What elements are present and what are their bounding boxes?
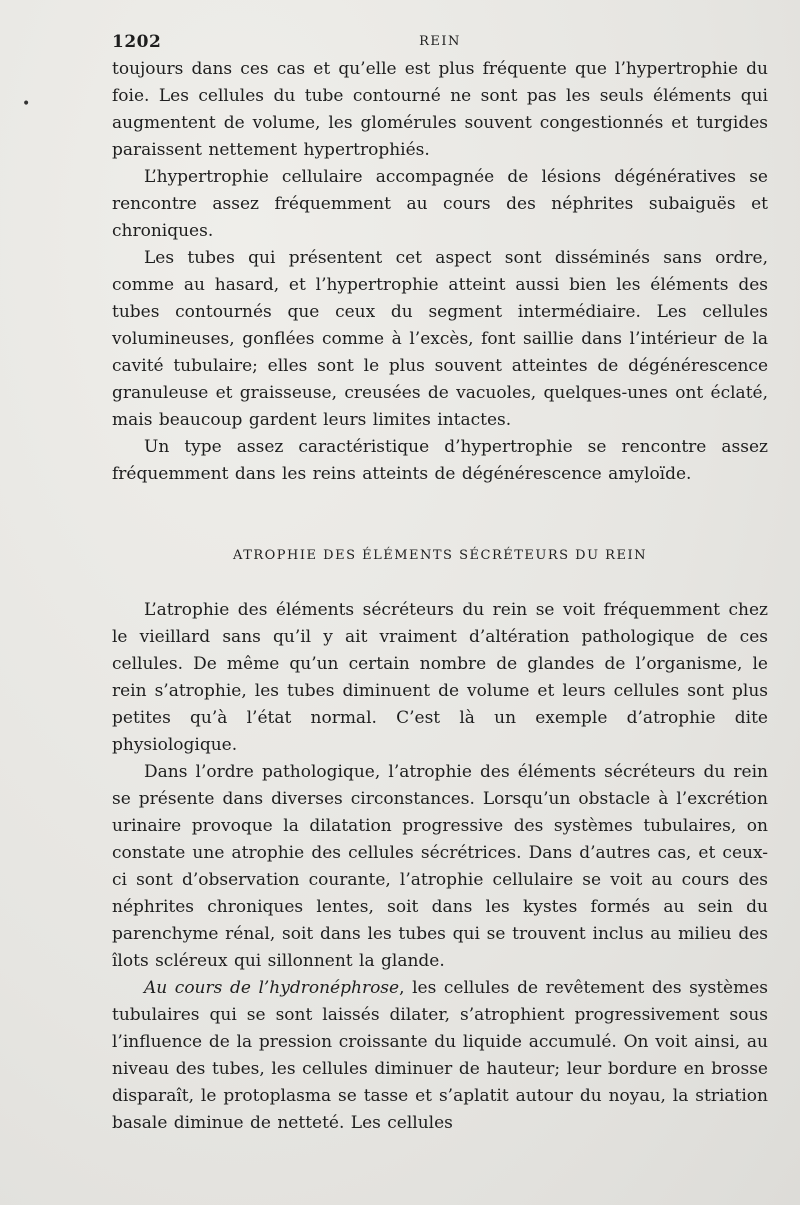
running-title: REIN [419, 34, 461, 49]
paragraph: Les tubes qui présentent cet aspect sont disséminés sans ordre, comme au hasard, et l’hypertrophie atteint aussi bien les éléments des tubes contournés que ceux du segment intermédiaire. Les cellules volumineuses, gonflées comme à l’excès, font saillie dans l’intérieur de la cavité tubulaire; elles sont le plus souvent atteintes de dégénérescence granuleuse et graisseuse, creusées de vacuoles, quelques-unes ont éclaté, mais beaucoup gardent leurs limites intactes. [112, 248, 768, 430]
paragraph: toujours dans ces cas et qu’elle est plus fréquente que l’hypertrophie du foie. Les cellules du tube contourné ne sont pas les seuls éléments qui augmentent de volume, les glomérules souvent congestionnés et turgides paraissent nettement hypertrophiés. [112, 59, 768, 160]
section-heading: ATROPHIE DES ÉLÉMENTS SÉCRÉTEURS DU REIN [233, 548, 647, 563]
paragraph: Un type assez caractéristique d’hypertrophie se rencontre assez fréquemment dans les reins atteints de dégénérescence amyloïde. [112, 437, 768, 484]
margin-mark: • [22, 96, 31, 112]
paragraph: L’hypertrophie cellulaire accompagnée de lésions dégénératives se rencontre assez fréquemment au cours des néphrites subaiguës et chroniques. [112, 167, 768, 241]
paragraph-rest: , les cellules de revêtement des systèmes tubulaires qui se sont laissés dilater, s’atrophient progressivement sous l’influence de la pression croissante du liquide accumulé. On voit ainsi, au niveau des tubes, les cellules diminuer de hauteur; leur bordure en brosse disparaît, le protoplasma se tasse et s’aplatit autour du noyau, la striation basale diminue de netteté. Les cellules [112, 978, 768, 1133]
text-block-bottom [112, 597, 768, 1137]
paragraph: Dans l’ordre pathologique, l’atrophie des éléments sécréteurs du rein se présente dans diverses circonstances. Lorsqu’un obstacle à l’excrétion urinaire provoque la dilatation progressive des systèmes tubulaires, on constate une atrophie des cellules sécrétrices. Dans d’autres cas, et ceux-ci sont d’observation courante, l’atrophie cellulaire se voit au cours des néphrites chroniques lentes, soit dans les kystes formés au sein du parenchyme rénal, soit dans les tubes qui se trouvent inclus au milieu des îlots scléreux qui sillonnent la glande. [112, 762, 768, 971]
paragraph-last [112, 975, 768, 1137]
page [112, 28, 768, 1137]
running-head [112, 28, 768, 56]
italic-lead: Au cours de l’hydronéphrose [144, 978, 400, 998]
paragraph: L’atrophie des éléments sécréteurs du rein se voit fréquemment chez le vieillard sans qu’il y ait vraiment d’altération pathologique de ces cellules. De même qu’un certain nombre de glandes de l’organisme, le rein s’atrophie, les tubes diminuent de volume et leurs cellules sont plus petites qu’à l’état normal. C’est là un exemple d’atrophie dite physiologique. [112, 600, 768, 755]
page-number: 1202 [112, 32, 162, 52]
text-block-top [112, 56, 768, 488]
